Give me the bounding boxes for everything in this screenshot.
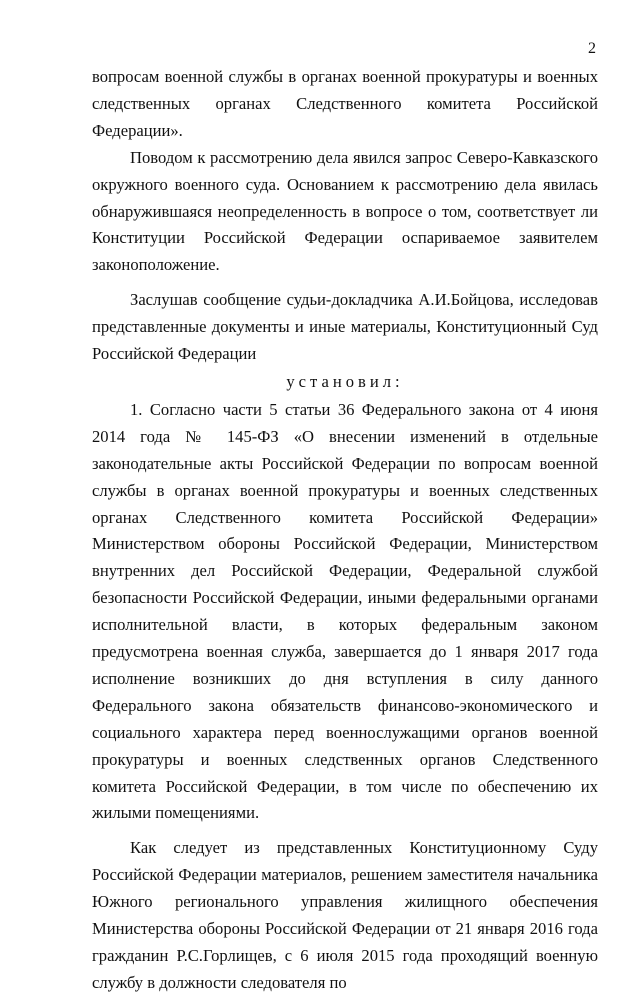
document-body xyxy=(92,64,598,997)
paragraph-continuation: вопросам военной службы в органах военной прокуратуры и военных следственных органах Следственного комитета Российской Федерации». xyxy=(92,67,598,140)
page-number: 2 xyxy=(588,40,596,57)
paragraph-hearing: Заслушав сообщение судьи-докладчика А.И.Бойцова, исследовав представленные документы и иные материалы, Конституционный Суд Российской Федерации xyxy=(92,290,598,364)
section-heading-established: установил: xyxy=(286,371,404,391)
paragraph-point-1: 1. Согласно части 5 статьи 36 Федерального закона от 4 июня 2014 года № 145-ФЗ «О внесении изменений в отдельные законодательные акты Российской Федерации по вопросам военной службы в органах военной прокуратуры и военных следственных органах Следственного комитета Российской Федерации» Министерством обороны Российской Федерации, Министерством внутренних дел Российской Федерации, Федеральной службой безопасности Российской Федерации, иными федеральными органами исполнительной власти, в которых федеральным законом предусмотрена военная служба, завершается до 1 января 2017 года исполнение возникших до дня вступления в силу данного Федерального закона обязательств финансово-экономического и социального характера перед военнослужащими органов военной прокуратуры и военных следственных органов Следственного комитета Российской Федерации, в том числе по обеспечению их жилыми помещениями. xyxy=(92,399,598,823)
paragraph-case-materials: Как следует из представленных Конституционному Суду Российской Федерации материалов, решением заместителя начальника Южного регионального управления жилищного обеспечения Министерства обороны Российской Федерации от 21 января 2016 года гражданин Р.С.Горлищев, с 6 июля 2015 года проходящий военную службу в должности следователя по xyxy=(92,838,598,992)
paragraph-grounds: Поводом к рассмотрению дела явился запрос Северо-Кавказского окружного военного суда. Основанием к рассмотрению дела явилась обнаружившаяся неопределенность в вопросе о том, соответствует ли Конституции Российской Федерации оспариваемое заявителем законоположение. xyxy=(92,147,598,275)
